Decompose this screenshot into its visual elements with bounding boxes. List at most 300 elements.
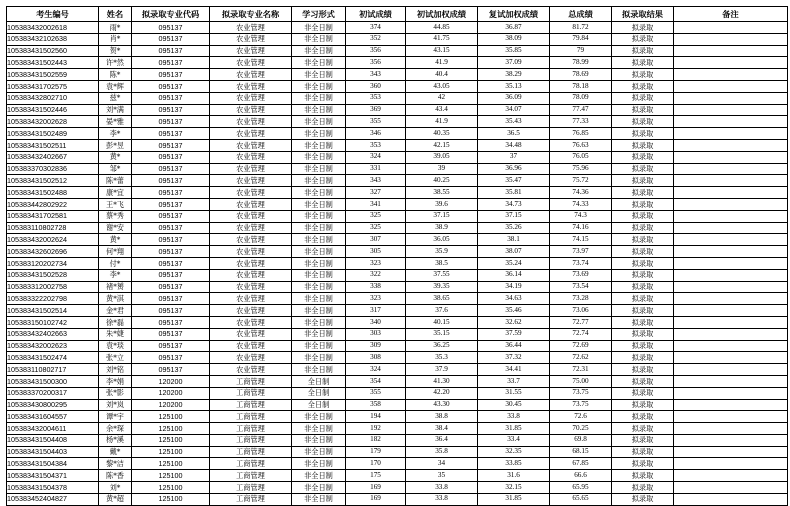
- cell-total-score: 73.75: [550, 399, 612, 411]
- cell-remarks: [674, 92, 788, 104]
- cell-exam-id: 105383442802922: [7, 198, 99, 210]
- cell-remarks: [674, 69, 788, 81]
- cell-total-score: 72.74: [550, 328, 612, 340]
- cell-study-mode: 非全日制: [292, 340, 346, 352]
- cell-prelim-score: 324: [346, 364, 406, 376]
- cell-retest-weighted: 32.35: [478, 446, 550, 458]
- cell-name: 陈*香: [99, 470, 132, 482]
- cell-prelim-weighted: 35: [406, 470, 478, 482]
- cell-prelim-score: 331: [346, 163, 406, 175]
- table-row: [7, 198, 788, 210]
- table-row: [7, 387, 788, 399]
- cell-prelim-weighted: 38.55: [406, 187, 478, 199]
- table-row: [7, 446, 788, 458]
- cell-study-mode: 非全日制: [292, 352, 346, 364]
- cell-name: 雨*: [99, 22, 132, 34]
- cell-major-code: 095137: [132, 92, 210, 104]
- cell-exam-id: 105383431502488: [7, 187, 99, 199]
- cell-total-score: 81.72: [550, 22, 612, 34]
- cell-prelim-weighted: 39.35: [406, 281, 478, 293]
- cell-remarks: [674, 328, 788, 340]
- cell-exam-id: 105383432002623: [7, 340, 99, 352]
- cell-result: 拟录取: [612, 399, 674, 411]
- cell-result: 拟录取: [612, 328, 674, 340]
- cell-major-code: 095137: [132, 222, 210, 234]
- cell-result: 拟录取: [612, 246, 674, 258]
- cell-major-code: 095137: [132, 281, 210, 293]
- cell-major-name: 农业管理: [210, 175, 292, 187]
- cell-prelim-score: 356: [346, 57, 406, 69]
- cell-name: 谢*安: [99, 222, 132, 234]
- cell-exam-id: 105383431502446: [7, 104, 99, 116]
- cell-prelim-weighted: 35.3: [406, 352, 478, 364]
- cell-total-score: 75.00: [550, 375, 612, 387]
- cell-major-name: 工商管理: [210, 493, 292, 505]
- header-major-code: 拟录取专业代码: [132, 7, 210, 22]
- cell-total-score: 72.62: [550, 352, 612, 364]
- cell-retest-weighted: 38.07: [478, 246, 550, 258]
- cell-retest-weighted: 35.43: [478, 116, 550, 128]
- cell-remarks: [674, 139, 788, 151]
- cell-retest-weighted: 32.62: [478, 316, 550, 328]
- cell-retest-weighted: 35.26: [478, 222, 550, 234]
- cell-exam-id: 105383110802717: [7, 364, 99, 376]
- cell-total-score: 72.69: [550, 340, 612, 352]
- cell-result: 拟录取: [612, 57, 674, 69]
- cell-name: 刘*岚: [99, 399, 132, 411]
- cell-remarks: [674, 411, 788, 423]
- cell-result: 拟录取: [612, 198, 674, 210]
- cell-exam-id: 105383431502559: [7, 69, 99, 81]
- cell-major-code: 095137: [132, 352, 210, 364]
- cell-result: 拟录取: [612, 352, 674, 364]
- cell-prelim-weighted: 38.5: [406, 257, 478, 269]
- cell-exam-id: 105383431502512: [7, 175, 99, 187]
- table-row: [7, 316, 788, 328]
- cell-total-score: 73.06: [550, 305, 612, 317]
- cell-prelim-weighted: 38.65: [406, 293, 478, 305]
- table-row: [7, 33, 788, 45]
- cell-study-mode: 非全日制: [292, 116, 346, 128]
- cell-major-code: 095137: [132, 45, 210, 57]
- cell-result: 拟录取: [612, 104, 674, 116]
- cell-prelim-score: 340: [346, 316, 406, 328]
- cell-study-mode: 非全日制: [292, 163, 346, 175]
- cell-major-code: 095137: [132, 198, 210, 210]
- cell-result: 拟录取: [612, 269, 674, 281]
- cell-retest-weighted: 37.59: [478, 328, 550, 340]
- cell-prelim-weighted: 37.55: [406, 269, 478, 281]
- cell-remarks: [674, 305, 788, 317]
- cell-name: 李*娟: [99, 375, 132, 387]
- table-row: [7, 281, 788, 293]
- cell-result: 拟录取: [612, 446, 674, 458]
- cell-total-score: 75.72: [550, 175, 612, 187]
- cell-study-mode: 非全日制: [292, 198, 346, 210]
- cell-study-mode: 非全日制: [292, 246, 346, 258]
- cell-exam-id: 105383432402663: [7, 328, 99, 340]
- cell-name: 陈*: [99, 69, 132, 81]
- cell-major-code: 095137: [132, 269, 210, 281]
- cell-total-score: 73.75: [550, 387, 612, 399]
- cell-prelim-weighted: 38.8: [406, 411, 478, 423]
- cell-prelim-weighted: 37.15: [406, 210, 478, 222]
- cell-major-name: 农业管理: [210, 151, 292, 163]
- cell-remarks: [674, 163, 788, 175]
- cell-total-score: 79: [550, 45, 612, 57]
- cell-major-name: 农业管理: [210, 69, 292, 81]
- cell-major-code: 095137: [132, 328, 210, 340]
- table-row: [7, 375, 788, 387]
- cell-result: 拟录取: [612, 69, 674, 81]
- cell-exam-id: 105383431504371: [7, 470, 99, 482]
- cell-result: 拟录取: [612, 163, 674, 175]
- table-row: [7, 352, 788, 364]
- cell-total-score: 73.69: [550, 269, 612, 281]
- cell-name: 戴*: [99, 446, 132, 458]
- table-row: [7, 328, 788, 340]
- cell-major-code: 095137: [132, 340, 210, 352]
- cell-prelim-score: 309: [346, 340, 406, 352]
- cell-total-score: 78.69: [550, 69, 612, 81]
- cell-result: 拟录取: [612, 305, 674, 317]
- cell-remarks: [674, 222, 788, 234]
- cell-retest-weighted: 32.15: [478, 482, 550, 494]
- cell-remarks: [674, 246, 788, 258]
- cell-major-code: 095137: [132, 57, 210, 69]
- cell-major-code: 125100: [132, 458, 210, 470]
- table-row: [7, 210, 788, 222]
- cell-prelim-weighted: 35.15: [406, 328, 478, 340]
- cell-prelim-score: 343: [346, 69, 406, 81]
- cell-major-code: 095137: [132, 246, 210, 258]
- cell-study-mode: 非全日制: [292, 69, 346, 81]
- cell-prelim-weighted: 43.4: [406, 104, 478, 116]
- table-row: [7, 22, 788, 34]
- cell-result: 拟录取: [612, 458, 674, 470]
- cell-prelim-score: 323: [346, 293, 406, 305]
- cell-retest-weighted: 31.85: [478, 493, 550, 505]
- cell-exam-id: 105383120202734: [7, 257, 99, 269]
- cell-major-name: 农业管理: [210, 163, 292, 175]
- cell-remarks: [674, 316, 788, 328]
- cell-total-score: 76.05: [550, 151, 612, 163]
- cell-major-name: 农业管理: [210, 316, 292, 328]
- cell-major-name: 农业管理: [210, 128, 292, 140]
- cell-major-name: 农业管理: [210, 210, 292, 222]
- cell-major-code: 125100: [132, 493, 210, 505]
- cell-retest-weighted: 31.6: [478, 470, 550, 482]
- cell-name: 李*: [99, 128, 132, 140]
- cell-exam-id: 105383432802710: [7, 92, 99, 104]
- cell-retest-weighted: 36.09: [478, 92, 550, 104]
- header-remarks: 备注: [674, 7, 788, 22]
- cell-major-name: 农业管理: [210, 234, 292, 246]
- cell-prelim-score: 356: [346, 45, 406, 57]
- cell-total-score: 66.6: [550, 470, 612, 482]
- cell-result: 拟录取: [612, 33, 674, 45]
- cell-major-code: 120200: [132, 399, 210, 411]
- cell-name: 黄*淇: [99, 293, 132, 305]
- cell-name: 陈*蕾: [99, 175, 132, 187]
- table-row: [7, 269, 788, 281]
- cell-remarks: [674, 458, 788, 470]
- cell-prelim-weighted: 39: [406, 163, 478, 175]
- cell-prelim-weighted: 41.9: [406, 116, 478, 128]
- cell-study-mode: 非全日制: [292, 175, 346, 187]
- cell-exam-id: 105383431504378: [7, 482, 99, 494]
- cell-prelim-weighted: 43.30: [406, 399, 478, 411]
- cell-major-name: 工商管理: [210, 375, 292, 387]
- cell-retest-weighted: 34.41: [478, 364, 550, 376]
- cell-major-code: 120200: [132, 375, 210, 387]
- cell-study-mode: 非全日制: [292, 470, 346, 482]
- cell-result: 拟录取: [612, 470, 674, 482]
- header-result: 拟录取结果: [612, 7, 674, 22]
- cell-study-mode: 非全日制: [292, 128, 346, 140]
- header-name: 姓名: [99, 7, 132, 22]
- cell-result: 拟录取: [612, 434, 674, 446]
- cell-major-name: 工商管理: [210, 387, 292, 399]
- cell-retest-weighted: 34.48: [478, 139, 550, 151]
- cell-total-score: 69.8: [550, 434, 612, 446]
- cell-major-name: 农业管理: [210, 305, 292, 317]
- cell-name: 金*君: [99, 305, 132, 317]
- cell-study-mode: 非全日制: [292, 257, 346, 269]
- cell-retest-weighted: 36.5: [478, 128, 550, 140]
- cell-major-name: 工商管理: [210, 458, 292, 470]
- cell-major-name: 农业管理: [210, 116, 292, 128]
- table-row: [7, 340, 788, 352]
- cell-exam-id: 105383431504408: [7, 434, 99, 446]
- cell-total-score: 74.36: [550, 187, 612, 199]
- cell-study-mode: 非全日制: [292, 423, 346, 435]
- header-prelim-weighted: 初试加权成绩: [406, 7, 478, 22]
- cell-major-name: 农业管理: [210, 293, 292, 305]
- cell-major-code: 095137: [132, 364, 210, 376]
- cell-study-mode: 非全日制: [292, 458, 346, 470]
- cell-retest-weighted: 35.47: [478, 175, 550, 187]
- cell-prelim-score: 346: [346, 128, 406, 140]
- cell-result: 拟录取: [612, 423, 674, 435]
- table-row: [7, 116, 788, 128]
- cell-retest-weighted: 37.15: [478, 210, 550, 222]
- cell-retest-weighted: 33.7: [478, 375, 550, 387]
- cell-prelim-weighted: 37.9: [406, 364, 478, 376]
- cell-remarks: [674, 45, 788, 57]
- cell-major-code: 125100: [132, 434, 210, 446]
- cell-result: 拟录取: [612, 411, 674, 423]
- cell-study-mode: 非全日制: [292, 57, 346, 69]
- cell-name: 朱*婕: [99, 328, 132, 340]
- cell-total-score: 76.63: [550, 139, 612, 151]
- cell-study-mode: 非全日制: [292, 45, 346, 57]
- cell-study-mode: 非全日制: [292, 210, 346, 222]
- table-row: [7, 246, 788, 258]
- cell-name: 徐*磊: [99, 316, 132, 328]
- cell-exam-id: 105383431502474: [7, 352, 99, 364]
- cell-study-mode: 全日制: [292, 387, 346, 399]
- cell-remarks: [674, 33, 788, 45]
- cell-result: 拟录取: [612, 45, 674, 57]
- cell-major-name: 工商管理: [210, 434, 292, 446]
- cell-major-name: 农业管理: [210, 257, 292, 269]
- header-study-mode: 学习形式: [292, 7, 346, 22]
- table-row: [7, 399, 788, 411]
- cell-total-score: 76.85: [550, 128, 612, 140]
- cell-major-code: 125100: [132, 423, 210, 435]
- cell-major-name: 农业管理: [210, 198, 292, 210]
- cell-prelim-score: 323: [346, 257, 406, 269]
- cell-prelim-weighted: 36.4: [406, 434, 478, 446]
- cell-major-name: 工商管理: [210, 423, 292, 435]
- cell-study-mode: 非全日制: [292, 139, 346, 151]
- cell-total-score: 74.3: [550, 210, 612, 222]
- cell-remarks: [674, 446, 788, 458]
- cell-result: 拟录取: [612, 340, 674, 352]
- cell-exam-id: 105383150102742: [7, 316, 99, 328]
- cell-result: 拟录取: [612, 22, 674, 34]
- cell-study-mode: 非全日制: [292, 328, 346, 340]
- cell-retest-weighted: 33.4: [478, 434, 550, 446]
- cell-name: 黄*: [99, 234, 132, 246]
- cell-major-name: 农业管理: [210, 139, 292, 151]
- cell-study-mode: 非全日制: [292, 281, 346, 293]
- cell-prelim-weighted: 41.9: [406, 57, 478, 69]
- table-row: [7, 305, 788, 317]
- cell-major-name: 农业管理: [210, 92, 292, 104]
- cell-exam-id: 105383110802728: [7, 222, 99, 234]
- cell-prelim-weighted: 43.05: [406, 80, 478, 92]
- cell-prelim-weighted: 36.05: [406, 234, 478, 246]
- cell-major-code: 095137: [132, 33, 210, 45]
- table-row: [7, 163, 788, 175]
- cell-prelim-score: 317: [346, 305, 406, 317]
- cell-result: 拟录取: [612, 151, 674, 163]
- cell-result: 拟录取: [612, 293, 674, 305]
- cell-total-score: 74.33: [550, 198, 612, 210]
- cell-major-code: 125100: [132, 482, 210, 494]
- cell-exam-id: 105383370200317: [7, 387, 99, 399]
- cell-name: 黄*: [99, 151, 132, 163]
- cell-name: 袁*辉: [99, 80, 132, 92]
- cell-result: 拟录取: [612, 210, 674, 222]
- cell-prelim-score: 175: [346, 470, 406, 482]
- cell-prelim-score: 325: [346, 222, 406, 234]
- cell-total-score: 75.96: [550, 163, 612, 175]
- cell-retest-weighted: 35.81: [478, 187, 550, 199]
- cell-result: 拟录取: [612, 493, 674, 505]
- cell-result: 拟录取: [612, 80, 674, 92]
- cell-exam-id: 105383312002758: [7, 281, 99, 293]
- cell-study-mode: 非全日制: [292, 364, 346, 376]
- cell-study-mode: 非全日制: [292, 482, 346, 494]
- cell-remarks: [674, 423, 788, 435]
- table-row: [7, 434, 788, 446]
- table-row: [7, 234, 788, 246]
- cell-major-code: 095137: [132, 22, 210, 34]
- table-row: [7, 222, 788, 234]
- table-row: [7, 128, 788, 140]
- table-row: [7, 257, 788, 269]
- cell-prelim-score: 338: [346, 281, 406, 293]
- cell-name: 贺*: [99, 45, 132, 57]
- cell-retest-weighted: 36.87: [478, 22, 550, 34]
- cell-retest-weighted: 35.13: [478, 80, 550, 92]
- cell-total-score: 74.16: [550, 222, 612, 234]
- header-retest-weighted: 复试加权成绩: [478, 7, 550, 22]
- table-row: [7, 175, 788, 187]
- cell-prelim-weighted: 33.8: [406, 493, 478, 505]
- cell-result: 拟录取: [612, 316, 674, 328]
- cell-study-mode: 非全日制: [292, 293, 346, 305]
- cell-prelim-weighted: 35.9: [406, 246, 478, 258]
- cell-total-score: 77.47: [550, 104, 612, 116]
- cell-exam-id: 105383431502560: [7, 45, 99, 57]
- cell-name: 康*宜: [99, 187, 132, 199]
- cell-prelim-score: 352: [346, 33, 406, 45]
- header-prelim-score: 初试成绩: [346, 7, 406, 22]
- cell-prelim-score: 355: [346, 116, 406, 128]
- cell-name: 刘*满: [99, 104, 132, 116]
- cell-name: 张*影: [99, 387, 132, 399]
- cell-study-mode: 非全日制: [292, 434, 346, 446]
- cell-remarks: [674, 399, 788, 411]
- cell-retest-weighted: 34.63: [478, 293, 550, 305]
- cell-retest-weighted: 34.73: [478, 198, 550, 210]
- cell-prelim-weighted: 40.15: [406, 316, 478, 328]
- cell-study-mode: 非全日制: [292, 446, 346, 458]
- cell-prelim-score: 322: [346, 269, 406, 281]
- cell-exam-id: 105383432004611: [7, 423, 99, 435]
- table-row: [7, 45, 788, 57]
- cell-exam-id: 105383432002618: [7, 22, 99, 34]
- cell-major-code: 095137: [132, 210, 210, 222]
- cell-exam-id: 105383432002624: [7, 234, 99, 246]
- cell-prelim-score: 354: [346, 375, 406, 387]
- cell-exam-id: 105383431502511: [7, 139, 99, 151]
- cell-study-mode: 全日制: [292, 399, 346, 411]
- cell-remarks: [674, 57, 788, 69]
- cell-exam-id: 105383430800295: [7, 399, 99, 411]
- cell-remarks: [674, 281, 788, 293]
- cell-result: 拟录取: [612, 175, 674, 187]
- cell-name: 蔡*秀: [99, 210, 132, 222]
- cell-major-code: 095137: [132, 104, 210, 116]
- cell-study-mode: 非全日制: [292, 316, 346, 328]
- cell-remarks: [674, 198, 788, 210]
- cell-remarks: [674, 22, 788, 34]
- cell-major-name: 工商管理: [210, 482, 292, 494]
- table-row: [7, 470, 788, 482]
- table-row: [7, 57, 788, 69]
- cell-prelim-score: 303: [346, 328, 406, 340]
- cell-major-code: 095137: [132, 128, 210, 140]
- cell-major-name: 工商管理: [210, 446, 292, 458]
- cell-retest-weighted: 35.46: [478, 305, 550, 317]
- cell-remarks: [674, 340, 788, 352]
- cell-name: 黎*洁: [99, 458, 132, 470]
- cell-major-name: 农业管理: [210, 22, 292, 34]
- cell-prelim-score: 308: [346, 352, 406, 364]
- cell-prelim-score: 353: [346, 92, 406, 104]
- cell-major-code: 125100: [132, 411, 210, 423]
- cell-remarks: [674, 375, 788, 387]
- cell-major-name: 农业管理: [210, 246, 292, 258]
- cell-total-score: 72.77: [550, 316, 612, 328]
- cell-name: 袁*琰: [99, 340, 132, 352]
- cell-study-mode: 非全日制: [292, 187, 346, 199]
